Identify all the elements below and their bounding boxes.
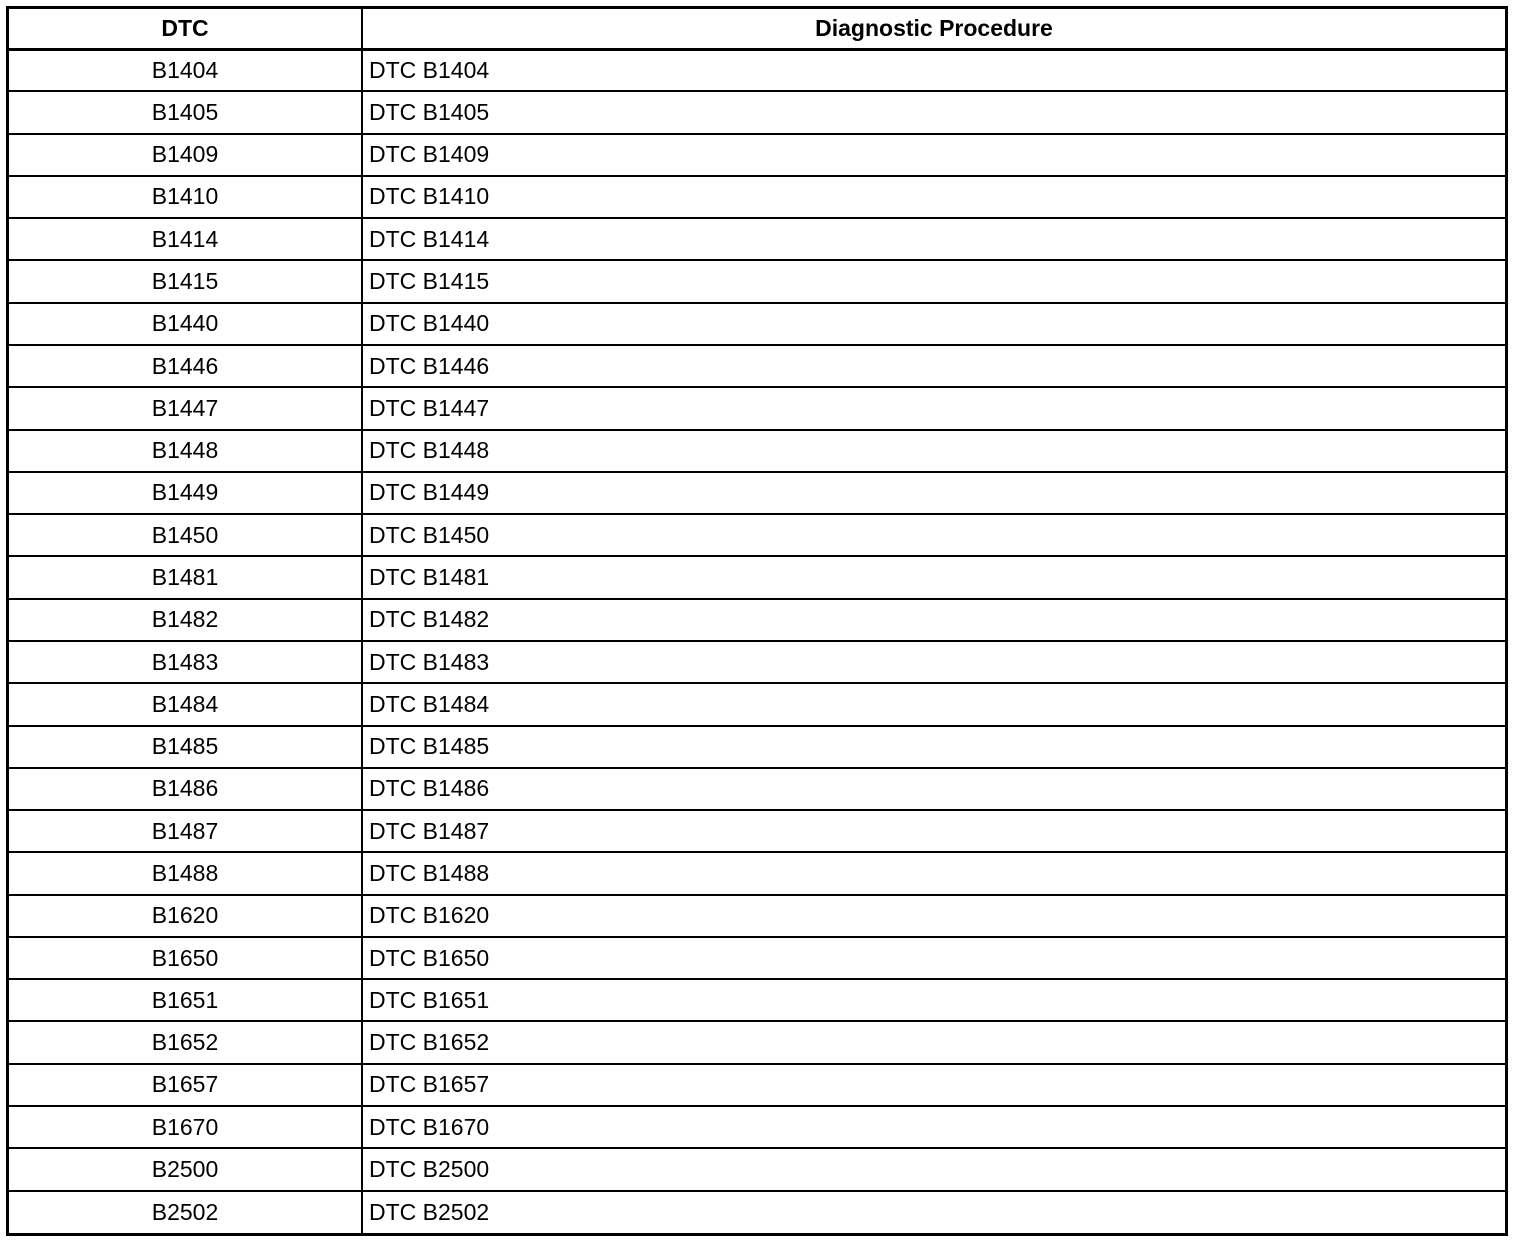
diagnostic-procedure-cell[interactable]: DTC B1488 — [362, 852, 1505, 894]
diagnostic-procedure-cell[interactable]: DTC B1485 — [362, 726, 1505, 768]
diagnostic-procedure-cell[interactable]: DTC B1483 — [362, 641, 1505, 683]
table-row — [9, 514, 1505, 556]
diagnostic-procedure-cell[interactable]: DTC B1620 — [362, 895, 1505, 937]
table-row — [9, 49, 1505, 91]
diagnostic-procedure-cell[interactable]: DTC B1650 — [362, 937, 1505, 979]
table-row — [9, 937, 1505, 979]
diagnostic-procedure-cell[interactable]: DTC B1440 — [362, 303, 1505, 345]
table-body — [9, 49, 1505, 1233]
table-row — [9, 852, 1505, 894]
dtc-code-cell: B2500 — [9, 1148, 362, 1190]
dtc-code-cell: B1485 — [9, 726, 362, 768]
diagnostic-procedure-cell[interactable]: DTC B1447 — [362, 387, 1505, 429]
dtc-code-cell: B1620 — [9, 895, 362, 937]
diagnostic-procedure-cell[interactable]: DTC B1657 — [362, 1064, 1505, 1106]
dtc-code-cell: B1487 — [9, 810, 362, 852]
dtc-code-cell: B1415 — [9, 260, 362, 302]
table-row — [9, 768, 1505, 810]
table-row — [9, 641, 1505, 683]
dtc-code-cell: B1481 — [9, 556, 362, 598]
table-row — [9, 1064, 1505, 1106]
dtc-code-cell: B1450 — [9, 514, 362, 556]
dtc-code-cell: B1482 — [9, 599, 362, 641]
table-row — [9, 345, 1505, 387]
table-row — [9, 726, 1505, 768]
table-row — [9, 260, 1505, 302]
dtc-table — [9, 9, 1505, 1233]
dtc-code-cell: B1404 — [9, 49, 362, 91]
dtc-code-cell: B1405 — [9, 91, 362, 133]
table-row — [9, 303, 1505, 345]
diagnostic-procedure-cell[interactable]: DTC B1651 — [362, 979, 1505, 1021]
dtc-code-cell: B1448 — [9, 430, 362, 472]
dtc-code-cell: B1410 — [9, 176, 362, 218]
table-row — [9, 387, 1505, 429]
table-row — [9, 599, 1505, 641]
diagnostic-procedure-cell[interactable]: DTC B1405 — [362, 91, 1505, 133]
dtc-code-cell: B1657 — [9, 1064, 362, 1106]
diagnostic-procedure-cell[interactable]: DTC B1404 — [362, 49, 1505, 91]
table-row — [9, 556, 1505, 598]
diagnostic-procedure-cell[interactable]: DTC B1486 — [362, 768, 1505, 810]
table-row — [9, 91, 1505, 133]
diagnostic-procedure-cell[interactable]: DTC B1482 — [362, 599, 1505, 641]
dtc-table-frame — [6, 6, 1508, 1236]
table-row — [9, 979, 1505, 1021]
dtc-code-cell: B1652 — [9, 1021, 362, 1063]
table-row — [9, 430, 1505, 472]
diagnostic-procedure-cell[interactable]: DTC B1448 — [362, 430, 1505, 472]
dtc-code-cell: B1486 — [9, 768, 362, 810]
dtc-code-cell: B1670 — [9, 1106, 362, 1148]
diagnostic-procedure-cell[interactable]: DTC B1450 — [362, 514, 1505, 556]
dtc-code-cell: B1484 — [9, 683, 362, 725]
diagnostic-procedure-cell[interactable]: DTC B1670 — [362, 1106, 1505, 1148]
dtc-code-cell: B1650 — [9, 937, 362, 979]
table-row — [9, 176, 1505, 218]
table-header-row — [9, 9, 1505, 49]
table-row — [9, 895, 1505, 937]
diagnostic-procedure-cell[interactable]: DTC B1481 — [362, 556, 1505, 598]
diagnostic-procedure-cell[interactable]: DTC B1487 — [362, 810, 1505, 852]
table-row — [9, 810, 1505, 852]
diagnostic-procedure-cell[interactable]: DTC B1446 — [362, 345, 1505, 387]
diagnostic-procedure-cell[interactable]: DTC B1484 — [362, 683, 1505, 725]
diagnostic-procedure-cell[interactable]: DTC B1652 — [362, 1021, 1505, 1063]
diagnostic-procedure-cell[interactable]: DTC B2500 — [362, 1148, 1505, 1190]
diagnostic-procedure-cell[interactable]: DTC B1415 — [362, 260, 1505, 302]
diagnostic-procedure-cell[interactable]: DTC B1409 — [362, 134, 1505, 176]
diagnostic-procedure-cell[interactable]: DTC B1449 — [362, 472, 1505, 514]
diagnostic-procedure-cell[interactable]: DTC B1410 — [362, 176, 1505, 218]
dtc-code-cell: B1409 — [9, 134, 362, 176]
table-row — [9, 1191, 1505, 1233]
table-row — [9, 1106, 1505, 1148]
header-diagnostic-procedure: Diagnostic Procedure — [362, 9, 1505, 49]
diagnostic-procedure-cell[interactable]: DTC B2502 — [362, 1191, 1505, 1233]
dtc-code-cell: B1440 — [9, 303, 362, 345]
table-row — [9, 218, 1505, 260]
dtc-code-cell: B1446 — [9, 345, 362, 387]
table-row — [9, 472, 1505, 514]
dtc-code-cell: B1483 — [9, 641, 362, 683]
dtc-code-cell: B1488 — [9, 852, 362, 894]
diagnostic-procedure-cell[interactable]: DTC B1414 — [362, 218, 1505, 260]
dtc-code-cell: B1449 — [9, 472, 362, 514]
table-row — [9, 1148, 1505, 1190]
dtc-code-cell: B2502 — [9, 1191, 362, 1233]
table-row — [9, 683, 1505, 725]
dtc-code-cell: B1447 — [9, 387, 362, 429]
dtc-code-cell: B1414 — [9, 218, 362, 260]
header-dtc: DTC — [9, 9, 362, 49]
table-row — [9, 1021, 1505, 1063]
table-row — [9, 134, 1505, 176]
dtc-code-cell: B1651 — [9, 979, 362, 1021]
